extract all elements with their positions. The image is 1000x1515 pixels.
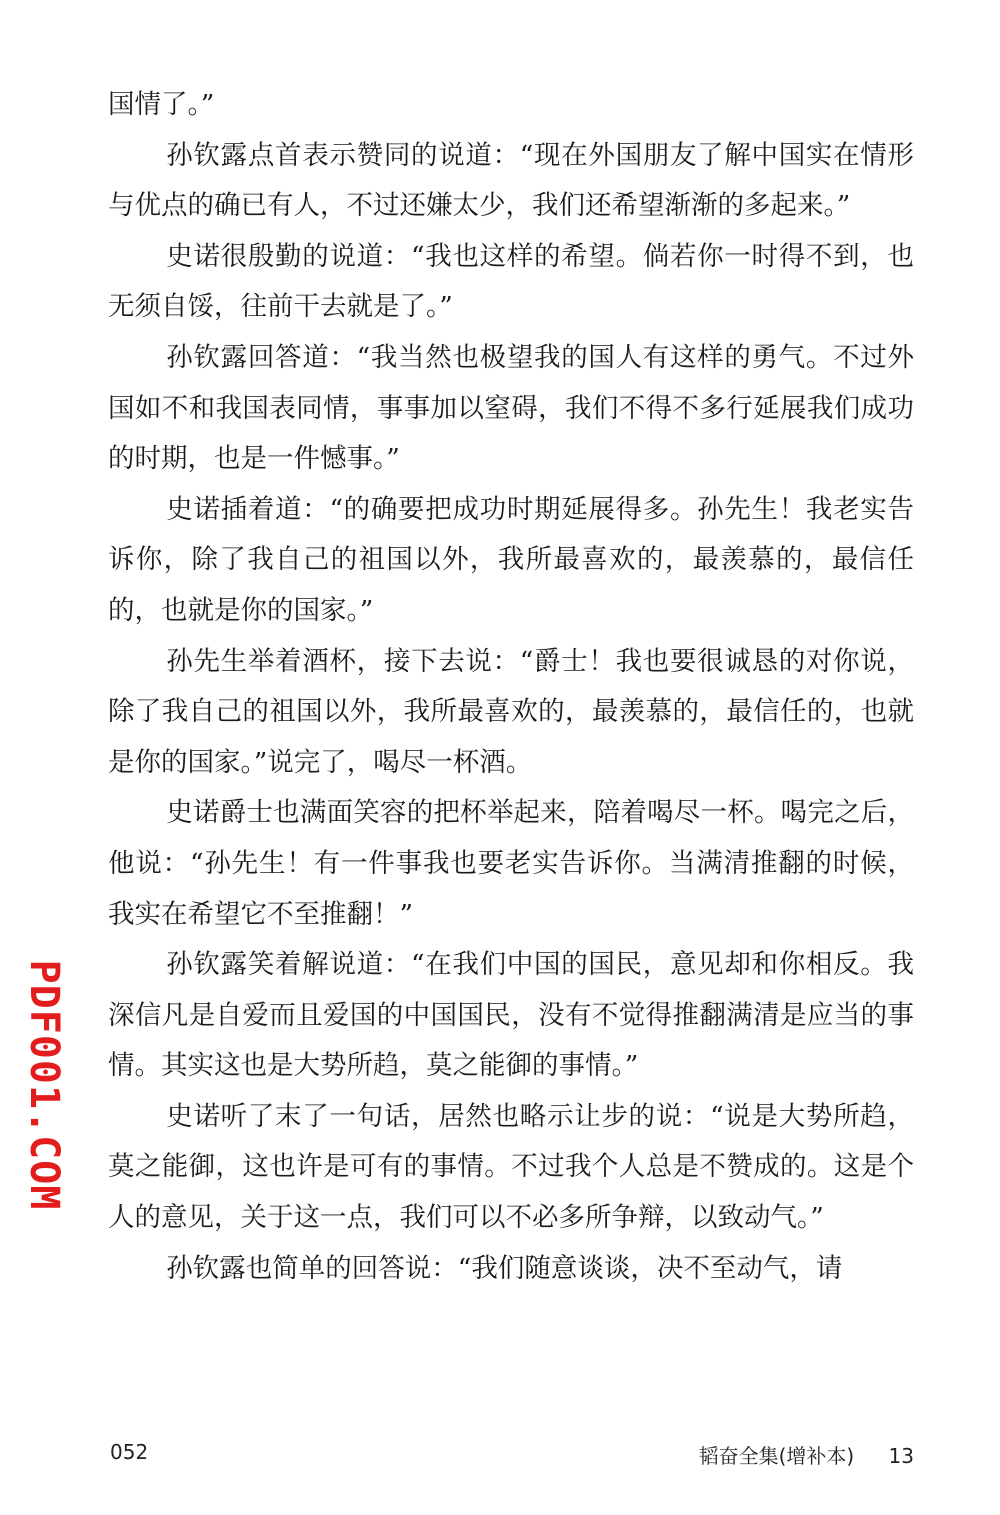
watermark [20, 960, 68, 1210]
paragraph: 史诺很殷勤的说道：“我也这样的希望。倘若你一时得不到，也无须自馁，往前干去就是了。” [108, 240, 914, 323]
paragraph: 史诺插着道：“的确要把成功时期延展得多。孙先生！我老实告诉你，除了我自己的祖国以外，我所最喜欢的，最羡慕的，最信任的，也就是你的国家。” [108, 493, 914, 626]
paragraph: 史诺听了末了一句话，居然也略示让步的说：“说是大势所趋，莫之能御，这也许是可有的事情。不过我个人总是不赞成的。这是个人的意见，关于这一点，我们可以不必多所争辩，以致动气。” [108, 1100, 914, 1234]
paragraph: 孙先生举着酒杯，接下去说：“爵士！我也要很诚恳的对你说，除了我自己的祖国以外，我所最喜欢的，最羡慕的，最信任的，也就是你的国家。”说完了，喝尽一杯酒。 [108, 645, 914, 778]
paragraph: 孙钦露也简单的回答说：“我们随意谈谈，决不至动气，请 [166, 1252, 843, 1284]
footer-page-number-left: 052 [110, 1440, 149, 1464]
body-text [108, 80, 914, 1294]
paragraph: 史诺爵士也满面笑容的把杯举起来，陪着喝尽一杯。喝完之后，他说：“孙先生！有一件事我也要老实告诉你。当满清推翻的时候，我实在希望它不至推翻！” [108, 797, 914, 930]
book-title: 韬奋全集(增补本) [698, 1444, 855, 1468]
paragraph: 国情了。” [108, 89, 215, 120]
watermark-text: PDF001.COM [21, 959, 67, 1211]
footer-right [699, 1440, 914, 1469]
footer-page-number-right: 13 [888, 1444, 914, 1468]
paragraph: 孙钦露点首表示赞同的说道：“现在外国朋友了解中国实在情形与优点的确已有人，不过还嫌太少，我们还希望渐渐的多起来。” [108, 139, 914, 222]
paragraph: 孙钦露笑着解说道：“在我们中国的国民，意见却和你相反。我深信凡是自爱而且爱国的中国国民，没有不觉得推翻满清是应当的事情。其实这也是大势所趋，莫之能御的事情。” [108, 949, 914, 1082]
paragraph: 孙钦露回答道：“我当然也极望我的国人有这样的勇气。不过外国如不和我国表同情，事事加以窒碍，我们不得不多行延展我们成功的时期，也是一件憾事。” [108, 341, 914, 475]
